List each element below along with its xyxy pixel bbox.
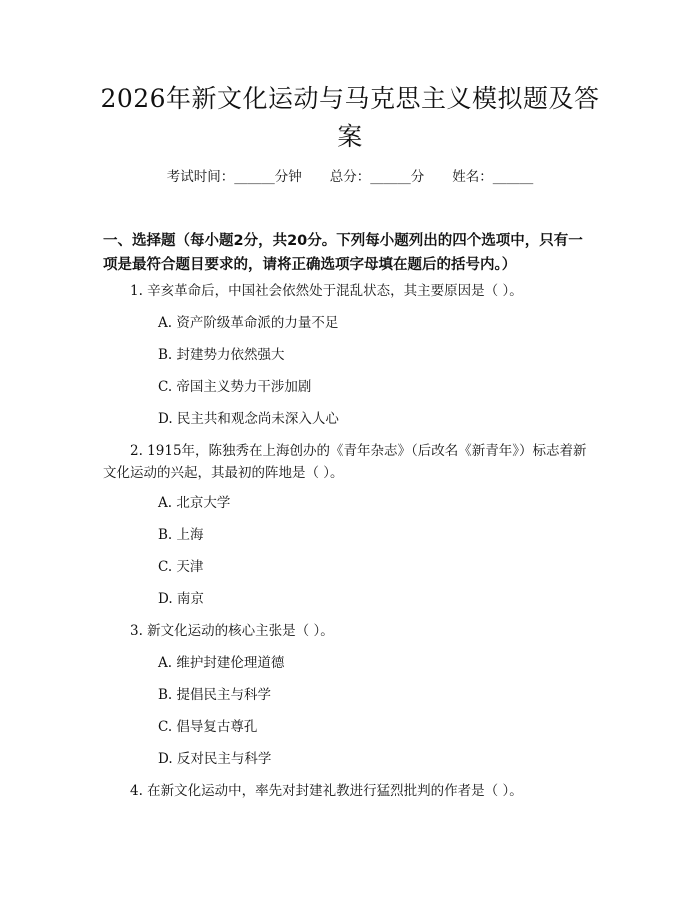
question-2-option-c: C. 天津	[158, 559, 204, 575]
question-3-option-a: A. 维护封建伦理道德	[158, 655, 285, 671]
question-4-stem: 4. 在新文化运动中，率先对封建礼教进行猛烈批判的作者是（ ）。	[130, 783, 523, 799]
question-2-option-a: A. 北京大学	[158, 495, 231, 511]
question-3-stem: 3. 新文化运动的核心主张是（ ）。	[130, 623, 334, 639]
question-3-option-c: C. 倡导复古尊孔	[158, 719, 258, 735]
section-heading: 一、选择题（每小题2分，共20分。下列每小题列出的四个选项中，只有一项是最符合题目要求的，请将正确选项字母填在题后的括号内。）	[103, 233, 583, 273]
question-2-stem: 2. 1915年，陈独秀在上海创办的《青年杂志》（后改名《新青年》）标志着新文化运动的兴起，其最初的阵地是（ ）。	[103, 443, 587, 481]
question-3-option-d: D. 反对民主与科学	[158, 751, 272, 767]
question-1-option-a: A. 资产阶级革命派的力量不足	[158, 315, 339, 331]
question-1-stem: 1. 辛亥革命后，中国社会依然处于混乱状态，其主要原因是（ ）。	[130, 283, 523, 299]
question-1-option-b: B. 封建势力依然强大	[158, 347, 285, 363]
name-field: 姓名：______	[452, 169, 534, 185]
question-1-option-d: D. 民主共和观念尚未深入人心	[158, 411, 339, 427]
total-score-field: 总分：______分	[329, 169, 425, 185]
question-1-option-c: C. 帝国主义势力干涉加剧	[158, 379, 312, 395]
question-2-option-b: B. 上海	[158, 527, 204, 543]
exam-time-field: 考试时间：______分钟	[166, 169, 302, 185]
exam-info	[0, 167, 700, 187]
question-3-option-b: B. 提倡民主与科学	[158, 687, 272, 703]
question-2-option-d: D. 南京	[158, 591, 204, 607]
page-title: 2026年新文化运动与马克思主义模拟题及答案	[100, 84, 600, 151]
